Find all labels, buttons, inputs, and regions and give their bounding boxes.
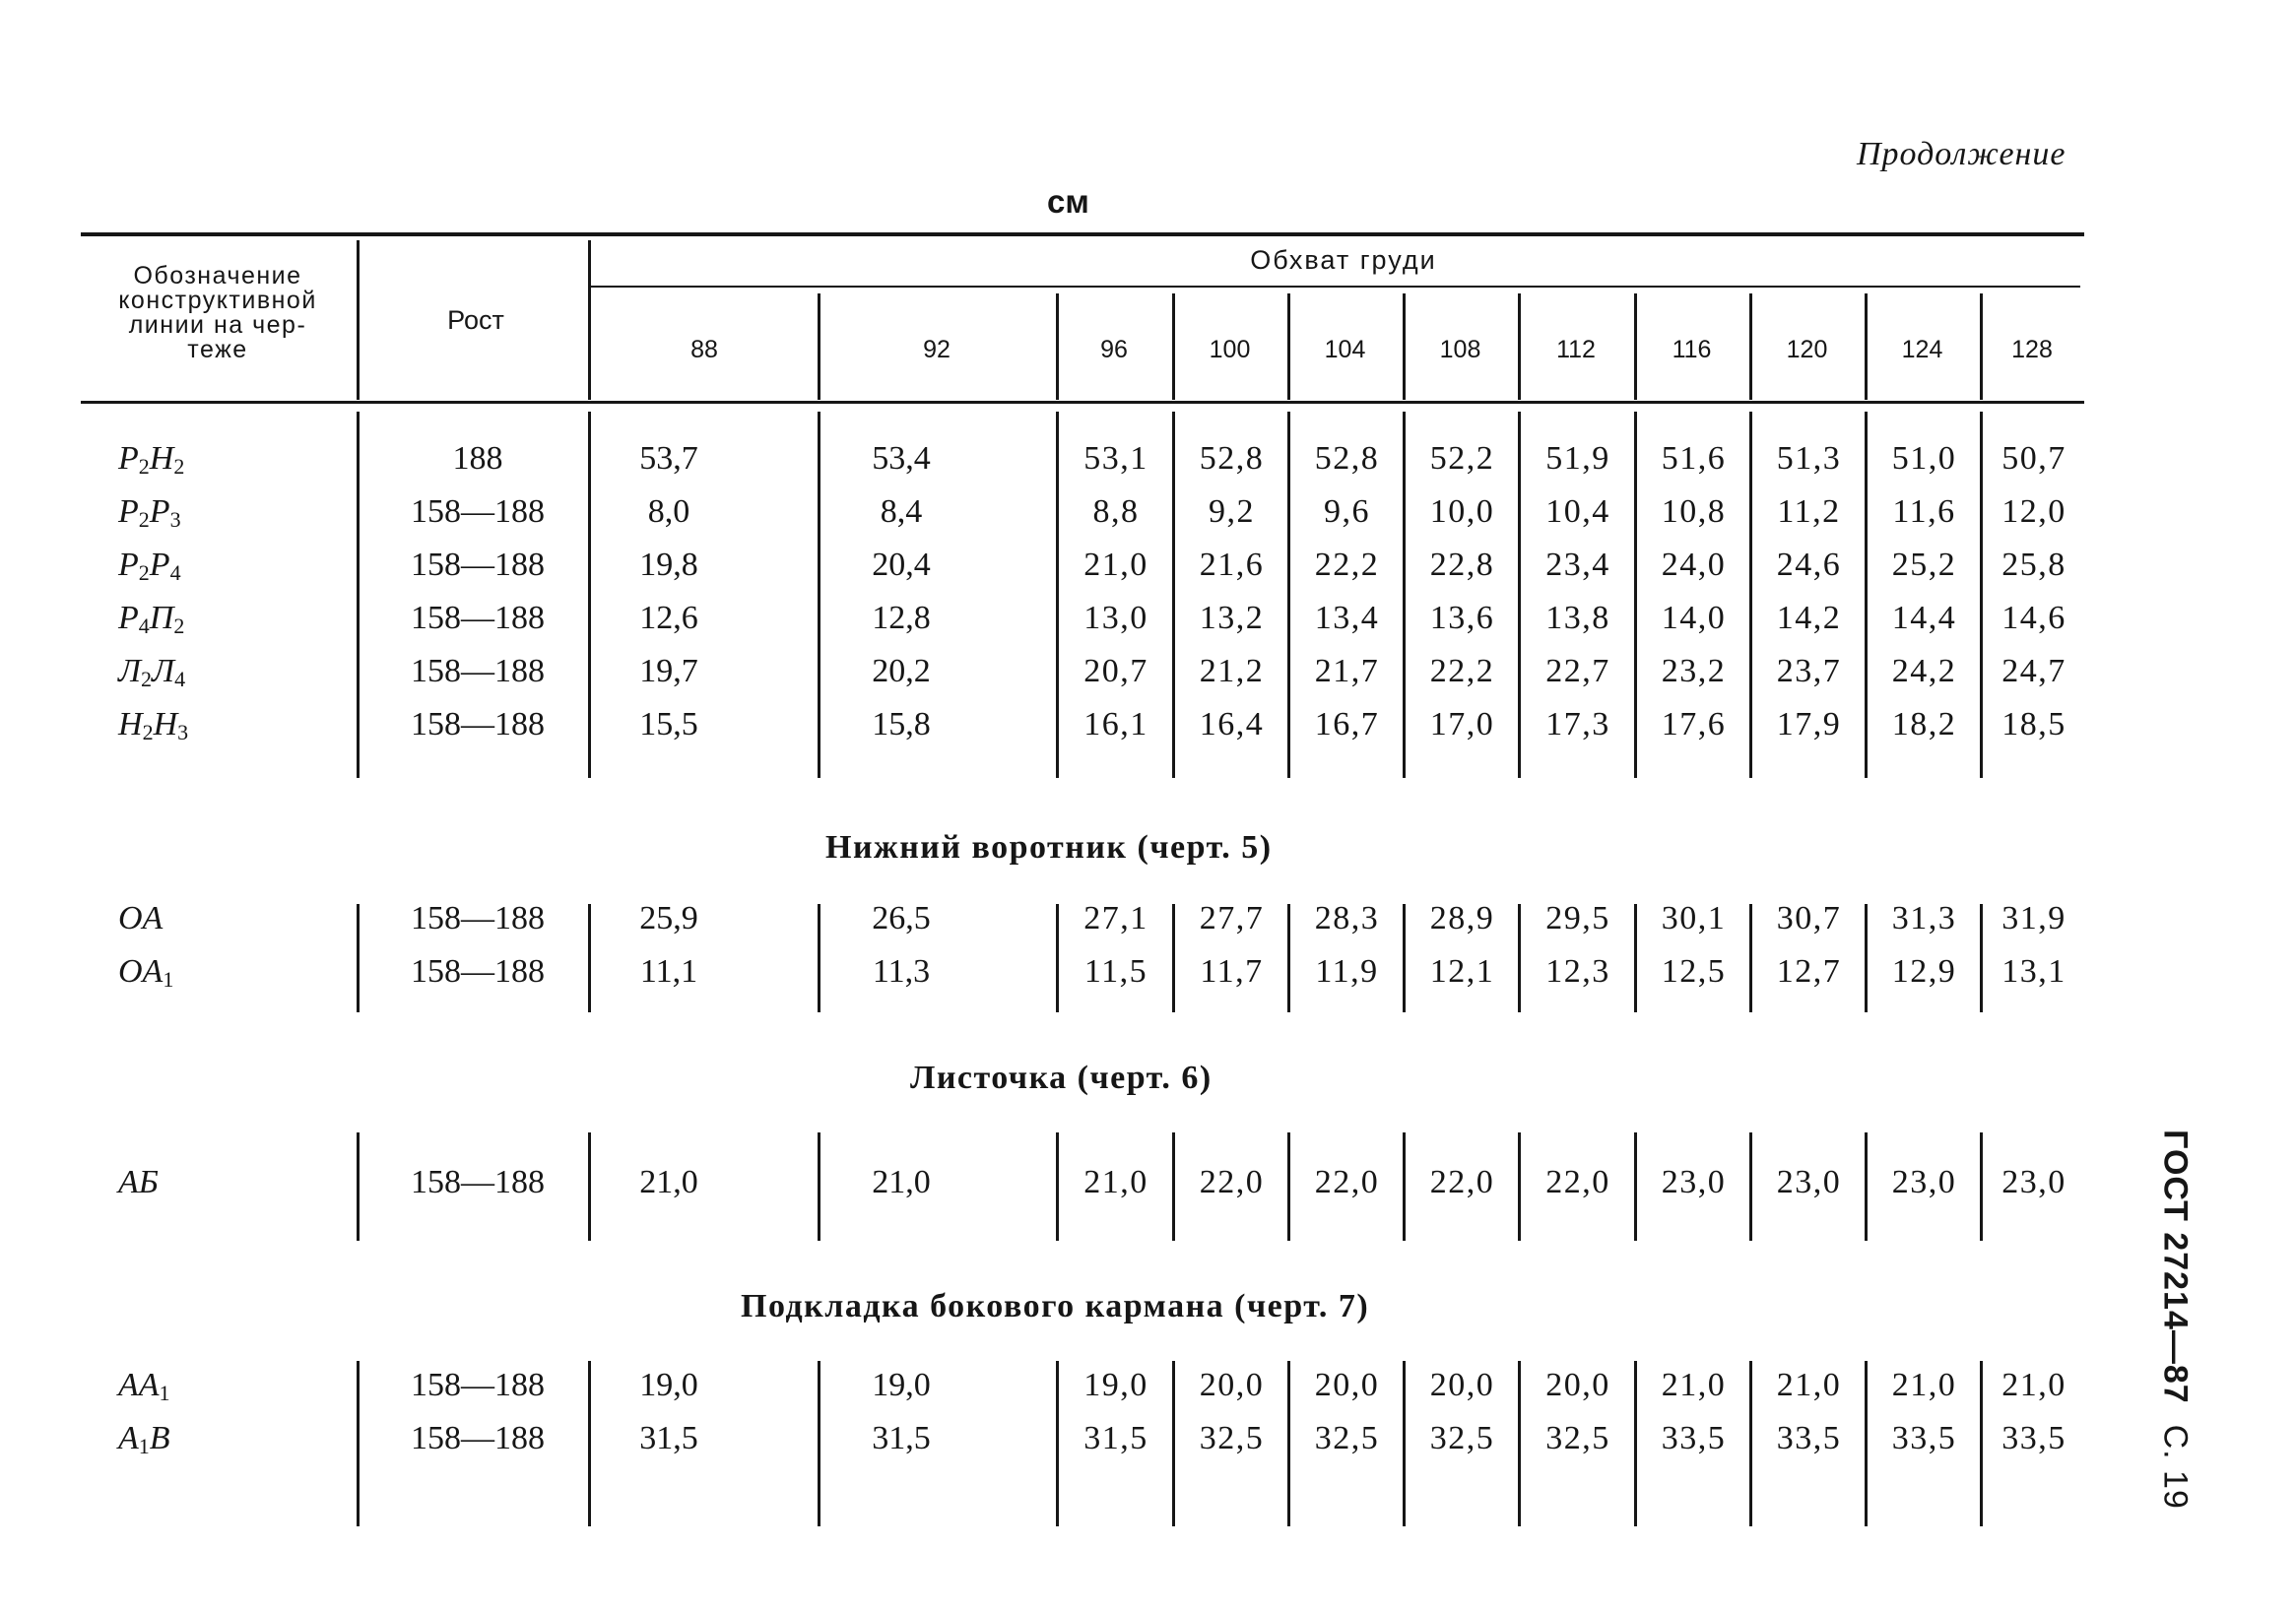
header-divider bbox=[1056, 293, 1059, 400]
header-divider bbox=[357, 240, 360, 400]
value-cell-112: 20,0 bbox=[1545, 1367, 1610, 1403]
value-cell-104: 20,0 bbox=[1314, 1367, 1380, 1403]
value-cell-100: 16,4 bbox=[1199, 706, 1265, 742]
value-cell-88: 8,0 bbox=[647, 493, 690, 530]
line-designation: $AA_1$ bbox=[118, 1367, 170, 1405]
line-designation: $OA_1$ bbox=[118, 953, 174, 992]
value-cell-92: 15,8 bbox=[872, 706, 931, 742]
page-id bbox=[2147, 1093, 2202, 1546]
value-cell-116: 12,5 bbox=[1661, 953, 1727, 990]
value-cell-100: 13,2 bbox=[1199, 600, 1265, 636]
value-cell-124: 21,0 bbox=[1891, 1367, 1957, 1403]
value-cell-124: 51,0 bbox=[1891, 440, 1957, 477]
value-cell-112: 17,3 bbox=[1545, 706, 1610, 742]
value-cell-112: 13,8 bbox=[1545, 600, 1610, 636]
value-cell-116: 23,0 bbox=[1661, 1164, 1727, 1200]
value-cell-104: 52,8 bbox=[1314, 440, 1380, 477]
value-cell-116: 24,0 bbox=[1661, 547, 1727, 583]
table-row bbox=[0, 438, 2296, 480]
value-cell-100: 21,2 bbox=[1199, 653, 1265, 689]
size-header-96: 96 bbox=[1100, 336, 1128, 363]
value-cell-108: 10,0 bbox=[1429, 493, 1495, 530]
height-value: 158—188 bbox=[411, 1367, 545, 1403]
line-designation: $P_2P_4$ bbox=[118, 547, 181, 585]
value-cell-92: 8,4 bbox=[880, 493, 923, 530]
height-value: 158—188 bbox=[411, 706, 545, 742]
value-cell-104: 11,9 bbox=[1315, 953, 1379, 990]
value-cell-124: 12,9 bbox=[1891, 953, 1957, 990]
value-cell-128: 12,0 bbox=[2001, 493, 2066, 530]
value-cell-104: 28,3 bbox=[1314, 900, 1380, 936]
value-cell-104: 21,7 bbox=[1314, 653, 1380, 689]
header-chest-group: Обхват груди bbox=[1250, 245, 1437, 275]
header-divider bbox=[1403, 293, 1406, 400]
value-cell-116: 30,1 bbox=[1661, 900, 1727, 936]
value-cell-128: 50,7 bbox=[2001, 440, 2066, 477]
value-cell-120: 33,5 bbox=[1776, 1420, 1842, 1456]
height-value: 158—188 bbox=[411, 1164, 545, 1200]
value-cell-124: 14,4 bbox=[1891, 600, 1957, 636]
value-cell-128: 13,1 bbox=[2001, 953, 2066, 990]
line-designation: OA bbox=[118, 900, 164, 936]
value-cell-112: 23,4 bbox=[1545, 547, 1610, 583]
value-cell-112: 51,9 bbox=[1545, 440, 1610, 477]
value-cell-120: 24,6 bbox=[1776, 547, 1842, 583]
value-cell-128: 33,5 bbox=[2001, 1420, 2066, 1456]
size-header-104: 104 bbox=[1324, 336, 1366, 363]
value-cell-128: 21,0 bbox=[2001, 1367, 2066, 1403]
height-value: 158—188 bbox=[411, 900, 545, 936]
value-cell-124: 25,2 bbox=[1891, 547, 1957, 583]
value-cell-100: 9,2 bbox=[1209, 493, 1255, 530]
section-title-pocket: Подкладка бокового кармана (черт. 7) bbox=[741, 1288, 1370, 1324]
value-cell-112: 22,7 bbox=[1545, 653, 1610, 689]
line-designation: $Л_2Л_4$ bbox=[118, 653, 186, 691]
value-cell-108: 22,0 bbox=[1429, 1164, 1495, 1200]
height-value: 158—188 bbox=[411, 600, 545, 636]
table-row bbox=[0, 491, 2296, 533]
header-label-line: конструктивной bbox=[118, 287, 317, 314]
value-cell-92: 12,8 bbox=[872, 600, 931, 636]
value-cell-100: 20,0 bbox=[1199, 1367, 1265, 1403]
table-row bbox=[0, 651, 2296, 692]
value-cell-92: 21,0 bbox=[872, 1164, 931, 1200]
value-cell-96: 31,5 bbox=[1083, 1420, 1148, 1456]
unit-label: см bbox=[1047, 183, 1089, 220]
header-label-line: теже bbox=[187, 336, 248, 363]
header-divider bbox=[818, 293, 820, 400]
value-cell-92: 26,5 bbox=[872, 900, 931, 936]
value-cell-116: 33,5 bbox=[1661, 1420, 1727, 1456]
value-cell-88: 25,9 bbox=[639, 900, 698, 936]
table-row bbox=[0, 1418, 2296, 1459]
line-designation: АБ bbox=[118, 1164, 159, 1200]
value-cell-92: 20,2 bbox=[872, 653, 931, 689]
standard-code: ГОСТ 27214—87 bbox=[2156, 1129, 2195, 1404]
value-cell-88: 15,5 bbox=[639, 706, 698, 742]
value-cell-116: 21,0 bbox=[1661, 1367, 1727, 1403]
value-cell-128: 18,5 bbox=[2001, 706, 2066, 742]
value-cell-124: 31,3 bbox=[1891, 900, 1957, 936]
group-header-rule bbox=[591, 286, 2080, 288]
size-header-120: 120 bbox=[1786, 336, 1828, 363]
value-cell-120: 21,0 bbox=[1776, 1367, 1842, 1403]
page-number: С. 19 bbox=[2156, 1424, 2195, 1510]
value-cell-128: 23,0 bbox=[2001, 1164, 2066, 1200]
value-cell-120: 11,2 bbox=[1777, 493, 1841, 530]
line-designation: $P_2P_3$ bbox=[118, 493, 181, 532]
value-cell-88: 12,6 bbox=[639, 600, 698, 636]
value-cell-120: 14,2 bbox=[1776, 600, 1842, 636]
value-cell-92: 20,4 bbox=[872, 547, 931, 583]
table-top-rule bbox=[81, 232, 2084, 236]
header-label-column bbox=[85, 264, 351, 362]
value-cell-92: 31,5 bbox=[872, 1420, 931, 1456]
value-cell-96: 27,1 bbox=[1083, 900, 1148, 936]
value-cell-112: 29,5 bbox=[1545, 900, 1610, 936]
size-header-100: 100 bbox=[1209, 336, 1251, 363]
height-value: 158—188 bbox=[411, 493, 545, 530]
value-cell-88: 19,8 bbox=[639, 547, 698, 583]
table-row bbox=[0, 545, 2296, 586]
height-value: 158—188 bbox=[411, 953, 545, 990]
value-cell-96: 11,5 bbox=[1083, 953, 1148, 990]
value-cell-112: 10,4 bbox=[1545, 493, 1610, 530]
value-cell-108: 52,2 bbox=[1429, 440, 1495, 477]
size-header-108: 108 bbox=[1439, 336, 1481, 363]
header-divider bbox=[1980, 293, 1983, 400]
value-cell-88: 31,5 bbox=[639, 1420, 698, 1456]
value-cell-116: 17,6 bbox=[1661, 706, 1727, 742]
header-divider bbox=[1287, 293, 1290, 400]
value-cell-88: 19,0 bbox=[639, 1367, 698, 1403]
value-cell-104: 22,0 bbox=[1314, 1164, 1380, 1200]
value-cell-128: 25,8 bbox=[2001, 547, 2066, 583]
header-divider bbox=[588, 240, 591, 400]
height-value: 188 bbox=[452, 440, 503, 477]
value-cell-92: 11,3 bbox=[872, 953, 931, 990]
table-row bbox=[0, 1162, 2296, 1203]
value-cell-96: 13,0 bbox=[1083, 600, 1148, 636]
table-row bbox=[0, 951, 2296, 993]
value-cell-88: 19,7 bbox=[639, 653, 698, 689]
value-cell-100: 27,7 bbox=[1199, 900, 1265, 936]
height-value: 158—188 bbox=[411, 1420, 545, 1456]
value-cell-108: 32,5 bbox=[1429, 1420, 1495, 1456]
value-cell-124: 33,5 bbox=[1891, 1420, 1957, 1456]
section-title-collar: Нижний воротник (черт. 5) bbox=[825, 829, 1273, 866]
section-title-leaf: Листочка (черт. 6) bbox=[910, 1060, 1213, 1096]
value-cell-108: 12,1 bbox=[1429, 953, 1495, 990]
value-cell-124: 11,6 bbox=[1892, 493, 1956, 530]
value-cell-100: 52,8 bbox=[1199, 440, 1265, 477]
size-header-124: 124 bbox=[1901, 336, 1943, 363]
value-cell-108: 22,2 bbox=[1429, 653, 1495, 689]
size-header-128: 128 bbox=[2011, 336, 2053, 363]
height-value: 158—188 bbox=[411, 547, 545, 583]
value-cell-128: 31,9 bbox=[2001, 900, 2066, 936]
value-cell-116: 14,0 bbox=[1661, 600, 1727, 636]
value-cell-120: 30,7 bbox=[1776, 900, 1842, 936]
value-cell-100: 21,6 bbox=[1199, 547, 1265, 583]
value-cell-96: 21,0 bbox=[1083, 547, 1148, 583]
line-designation: $H_2H_3$ bbox=[118, 706, 189, 744]
size-header-116: 116 bbox=[1672, 336, 1712, 363]
value-cell-120: 23,0 bbox=[1776, 1164, 1842, 1200]
value-cell-104: 16,7 bbox=[1314, 706, 1380, 742]
value-cell-104: 22,2 bbox=[1314, 547, 1380, 583]
value-cell-120: 51,3 bbox=[1776, 440, 1842, 477]
value-cell-112: 12,3 bbox=[1545, 953, 1610, 990]
value-cell-96: 20,7 bbox=[1083, 653, 1148, 689]
value-cell-92: 53,4 bbox=[872, 440, 931, 477]
value-cell-128: 24,7 bbox=[2001, 653, 2066, 689]
header-label-line: линии на чер- bbox=[128, 311, 307, 339]
line-designation: $A_1B$ bbox=[118, 1420, 170, 1458]
value-cell-96: 53,1 bbox=[1083, 440, 1148, 477]
table-row bbox=[0, 1365, 2296, 1406]
line-designation: $P_2H_2$ bbox=[118, 440, 185, 479]
value-cell-108: 13,6 bbox=[1429, 600, 1495, 636]
header-label-line: Обозначение bbox=[133, 262, 302, 290]
value-cell-116: 23,2 bbox=[1661, 653, 1727, 689]
value-cell-116: 51,6 bbox=[1661, 440, 1727, 477]
continuation-label: Продолжение bbox=[1857, 136, 2066, 172]
header-height-column: Рост bbox=[447, 305, 504, 335]
value-cell-96: 21,0 bbox=[1083, 1164, 1148, 1200]
value-cell-108: 28,9 bbox=[1429, 900, 1495, 936]
value-cell-108: 22,8 bbox=[1429, 547, 1495, 583]
header-divider bbox=[1865, 293, 1868, 400]
value-cell-88: 53,7 bbox=[639, 440, 698, 477]
value-cell-100: 32,5 bbox=[1199, 1420, 1265, 1456]
header-divider bbox=[1518, 293, 1521, 400]
value-cell-112: 32,5 bbox=[1545, 1420, 1610, 1456]
value-cell-100: 22,0 bbox=[1199, 1164, 1265, 1200]
value-cell-96: 8,8 bbox=[1092, 493, 1140, 530]
value-cell-104: 13,4 bbox=[1314, 600, 1380, 636]
height-value: 158—188 bbox=[411, 653, 545, 689]
value-cell-88: 21,0 bbox=[639, 1164, 698, 1200]
value-cell-108: 20,0 bbox=[1429, 1367, 1495, 1403]
header-divider bbox=[1634, 293, 1637, 400]
header-divider bbox=[1749, 293, 1752, 400]
line-designation: $P_4П_2$ bbox=[118, 600, 185, 638]
value-cell-96: 16,1 bbox=[1083, 706, 1148, 742]
value-cell-116: 10,8 bbox=[1661, 493, 1727, 530]
header-bottom-rule bbox=[81, 401, 2084, 404]
table-row bbox=[0, 598, 2296, 639]
value-cell-96: 19,0 bbox=[1083, 1367, 1148, 1403]
value-cell-112: 22,0 bbox=[1545, 1164, 1610, 1200]
value-cell-108: 17,0 bbox=[1429, 706, 1495, 742]
value-cell-128: 14,6 bbox=[2001, 600, 2066, 636]
value-cell-120: 17,9 bbox=[1776, 706, 1842, 742]
table-row bbox=[0, 898, 2296, 939]
size-header-88: 88 bbox=[690, 336, 718, 363]
size-header-92: 92 bbox=[923, 336, 951, 363]
value-cell-120: 12,7 bbox=[1776, 953, 1842, 990]
value-cell-88: 11,1 bbox=[639, 953, 698, 990]
value-cell-104: 9,6 bbox=[1324, 493, 1370, 530]
value-cell-120: 23,7 bbox=[1776, 653, 1842, 689]
value-cell-124: 24,2 bbox=[1891, 653, 1957, 689]
size-header-112: 112 bbox=[1556, 336, 1596, 363]
value-cell-124: 18,2 bbox=[1891, 706, 1957, 742]
table-row bbox=[0, 704, 2296, 745]
value-cell-124: 23,0 bbox=[1891, 1164, 1957, 1200]
header-divider bbox=[1172, 293, 1175, 400]
value-cell-100: 11,7 bbox=[1200, 953, 1264, 990]
value-cell-92: 19,0 bbox=[872, 1367, 931, 1403]
value-cell-104: 32,5 bbox=[1314, 1420, 1380, 1456]
